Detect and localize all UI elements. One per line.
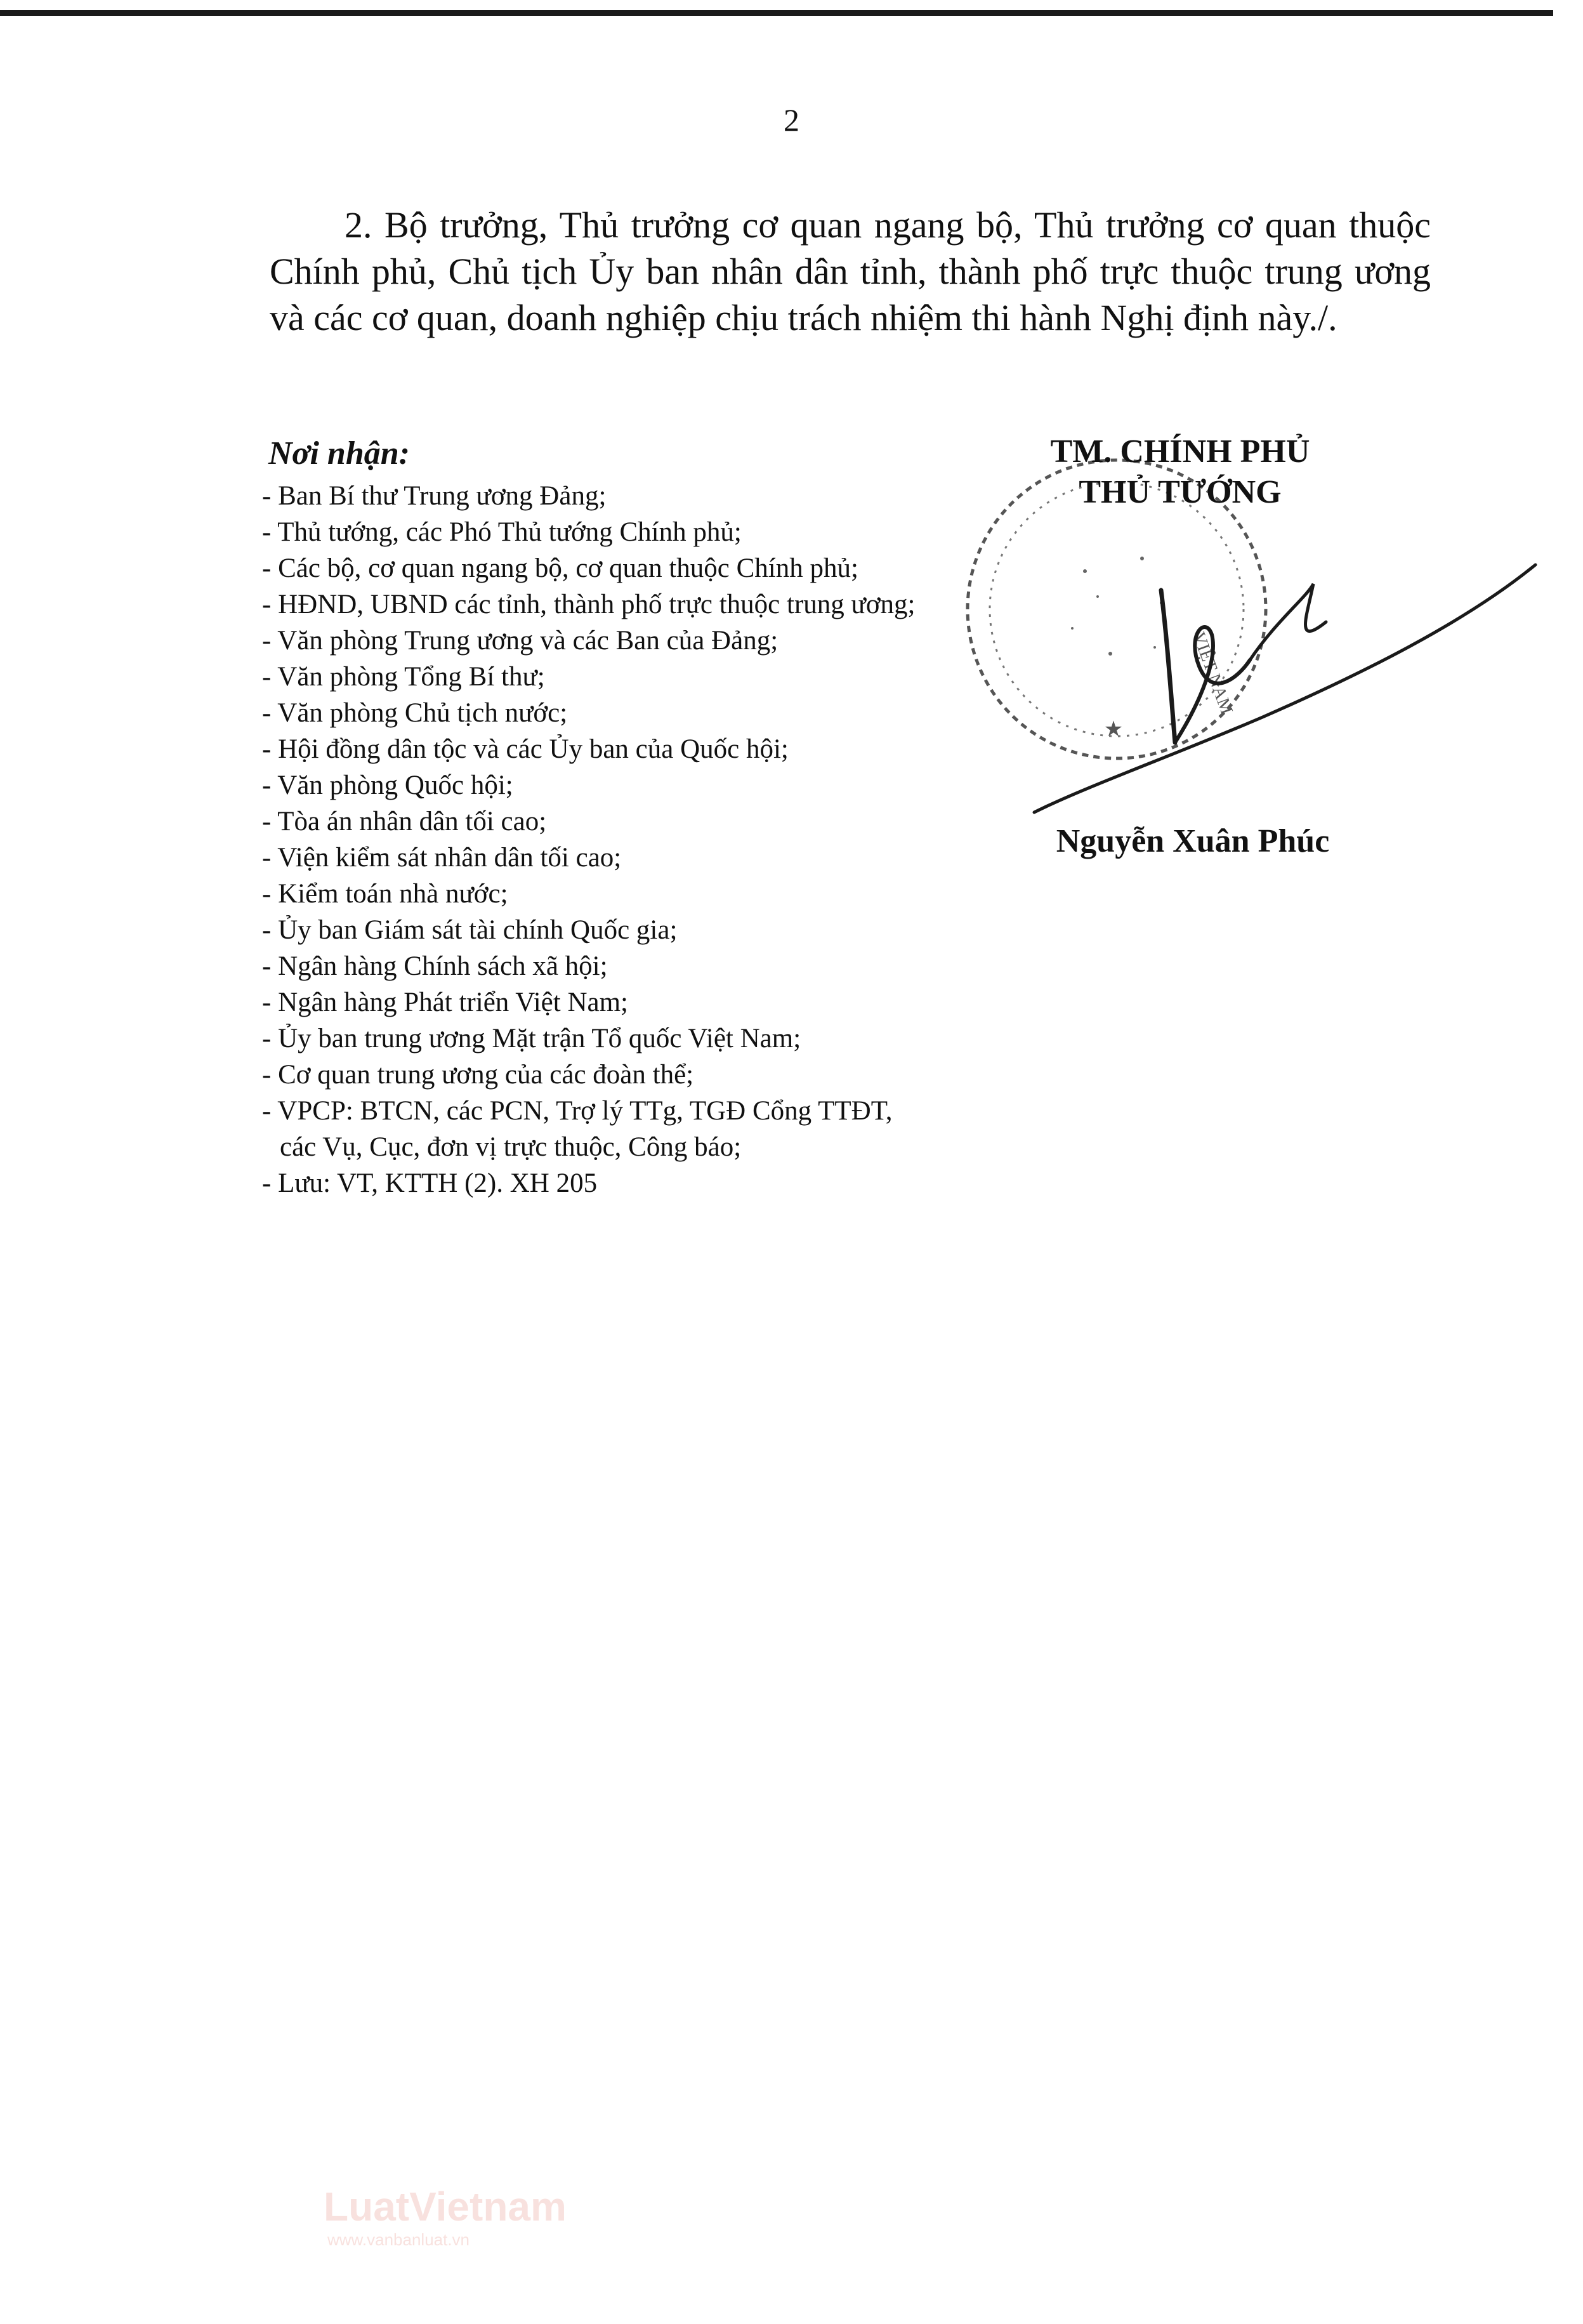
watermark-logo: LuatVietnam <box>324 2184 567 2229</box>
stamp-text: VIỆT NAM <box>1188 629 1237 717</box>
recipient-item: - Ủy ban trung ương Mặt trận Tổ quốc Việt Nam; <box>262 1024 801 1053</box>
recipient-item: - Văn phòng Tổng Bí thư; <box>262 662 545 692</box>
recipient-item: - Tòa án nhân dân tối cao; <box>262 807 547 836</box>
stamp-star-icon: ★ <box>1103 718 1124 741</box>
recipient-item: - Ủy ban Giám sát tài chính Quốc gia; <box>262 915 678 945</box>
recipient-item: - Văn phòng Quốc hội; <box>262 770 513 800</box>
recipient-item: - Kiểm toán nhà nước; <box>262 879 508 909</box>
signature-org: TM. CHÍNH PHỦ <box>1050 433 1310 470</box>
recipient-item: - Văn phòng Trung ương và các Ban của Đảng; <box>262 626 778 656</box>
recipient-item: - VPCP: BTCN, các PCN, Trợ lý TTg, TGĐ Cổng TTĐT, <box>262 1096 893 1126</box>
recipient-item: - Ban Bí thư Trung ương Đảng; <box>262 481 607 511</box>
signature-block <box>1002 432 1358 513</box>
signer-name: Nguyễn Xuân Phúc <box>1056 823 1330 859</box>
recipient-item: - Văn phòng Chủ tịch nước; <box>262 698 568 728</box>
recipient-item: - Các bộ, cơ quan ngang bộ, cơ quan thuộc Chính phủ; <box>262 553 858 583</box>
body-paragraph: 2. Bộ trưởng, Thủ trưởng cơ quan ngang bộ, Thủ trưởng cơ quan thuộc Chính phủ, Chủ tịch Ủy ban nhân dân tỉnh, thành phố trực thuộc trung ương và các cơ quan, doanh nghiệp chịu trách nhiệm thi hành Nghị định này./. <box>270 204 1431 338</box>
top-rule <box>0 10 1553 16</box>
recipient-item: - Ngân hàng Chính sách xã hội; <box>262 951 608 981</box>
recipient-item: - Viện kiểm sát nhân dân tối cao; <box>262 843 622 873</box>
page-number: 2 <box>784 102 799 138</box>
recipient-item: - HĐND, UBND các tỉnh, thành phố trực thuộc trung ương; <box>262 590 916 619</box>
recipient-item: - Cơ quan trung ương của các đoàn thể; <box>262 1060 694 1090</box>
recipient-item: - Hội đồng dân tộc và các Ủy ban của Quốc hội; <box>262 734 789 764</box>
recipient-list <box>262 478 992 1201</box>
watermark <box>324 2183 590 2259</box>
recipients-title: Nơi nhận: <box>268 435 410 472</box>
recipient-item: - Ngân hàng Phát triển Việt Nam; <box>262 987 628 1017</box>
recipient-item-continuation: các Vụ, Cục, đơn vị trực thuộc, Công báo; <box>280 1132 742 1162</box>
signature-title: THỦ TƯỚNG <box>1079 474 1282 510</box>
recipient-item: - Thủ tướng, các Phó Thủ tướng Chính phủ; <box>262 517 742 547</box>
recipients-block <box>262 433 992 1201</box>
watermark-url: www.vanbanluat.vn <box>327 2230 470 2249</box>
handwritten-signature <box>1009 546 1554 825</box>
recipient-item: - Lưu: VT, KTTH (2). XH 205 <box>262 1168 598 1198</box>
